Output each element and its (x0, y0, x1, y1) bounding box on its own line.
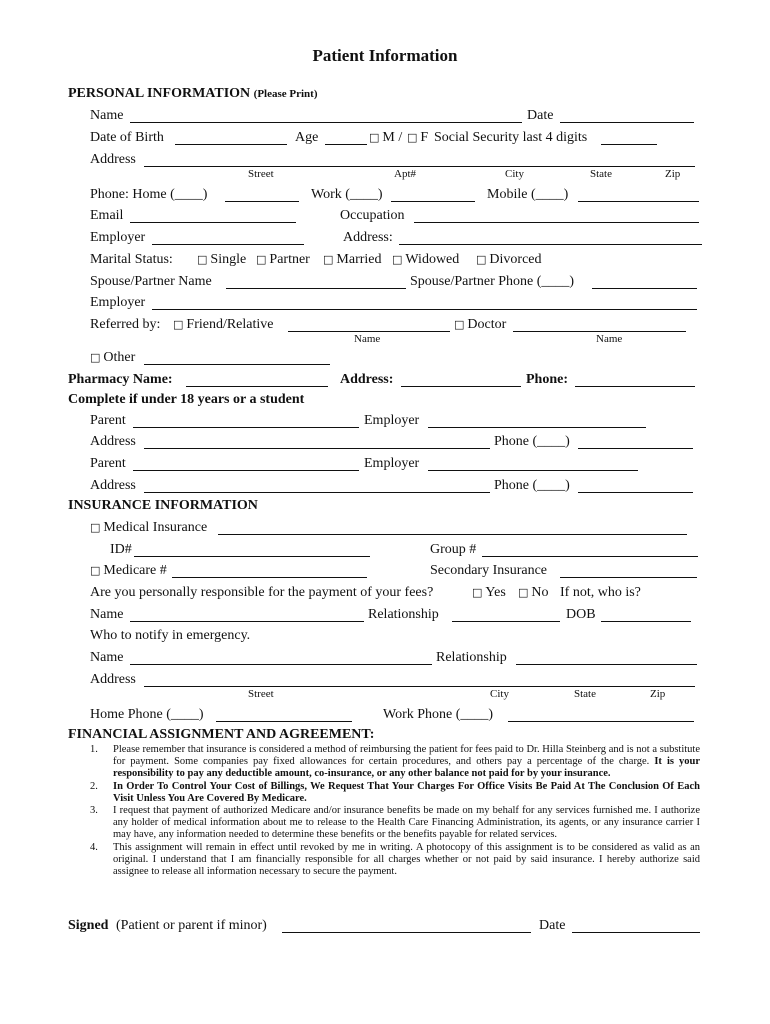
id-label: ID# (110, 542, 132, 557)
checkbox-icon: □ (197, 253, 208, 266)
referred-other-field[interactable] (144, 350, 330, 365)
emergency-relationship-label: Relationship (436, 650, 507, 665)
email-field[interactable] (130, 208, 296, 223)
occupation-field[interactable] (414, 208, 699, 223)
referred-other-option[interactable]: □ Other (90, 350, 136, 365)
spouse-employer-field[interactable] (152, 295, 697, 310)
responsible-no-option[interactable]: □ No (518, 585, 549, 600)
date-label: Date (527, 108, 554, 123)
responsible-question: Are you personally responsible for the payment of your fees? (90, 585, 434, 600)
responsible-name-field[interactable] (130, 607, 364, 622)
age-field[interactable] (325, 130, 367, 145)
spouse-name-field[interactable] (226, 274, 406, 289)
parent2-address-label: Address (90, 478, 136, 493)
parent2-employer-label: Employer (364, 456, 420, 471)
signature-field[interactable] (282, 918, 531, 933)
parent2-label: Parent (90, 456, 126, 471)
emergency-address-label: Address (90, 672, 136, 687)
checkbox-icon: □ (173, 318, 184, 331)
checkbox-icon: □ (256, 253, 267, 266)
signature-date-field[interactable] (572, 918, 700, 933)
emergency-work-phone-field[interactable] (508, 707, 694, 722)
mobile-field[interactable] (578, 187, 699, 202)
pharmacy-name-field[interactable] (186, 372, 328, 387)
parent-label: Parent (90, 413, 126, 428)
emergency-sub-street: Street (248, 688, 274, 700)
checkbox-icon: □ (90, 564, 101, 577)
name-field[interactable] (130, 108, 522, 123)
pharmacy-name-label: Pharmacy Name: (68, 372, 173, 387)
responsible-yes-option[interactable]: □ Yes (472, 585, 506, 600)
parent2-phone-field[interactable] (578, 478, 693, 493)
parent2-employer-field[interactable] (428, 456, 638, 471)
emergency-sub-state: State (574, 688, 596, 700)
checkbox-icon: □ (454, 318, 465, 331)
parent-field[interactable] (133, 413, 359, 428)
insurance-heading: INSURANCE INFORMATION (68, 498, 258, 513)
referred-friend-option[interactable]: □ Friend/Relative (173, 317, 274, 332)
name-label: Name (90, 108, 124, 123)
parent2-field[interactable] (133, 456, 359, 471)
parent-employer-label: Employer (364, 413, 420, 428)
email-label: Email (90, 208, 124, 223)
marital-divorced-option[interactable]: □ Divorced (476, 252, 542, 267)
pharmacy-phone-field[interactable] (575, 372, 695, 387)
employer-label: Employer (90, 230, 146, 245)
financial-term-item: 3. I request that payment of authorized Medicare and/or insurance benefits be made on my behalf for any services furnished me. I authorize any holder of medical information about me to release to the Health Care Financing Administration, its agents, or any insurance carrier I may have, any information needed to determine these benefits or the benefits payable for related services. (90, 805, 700, 841)
financial-term-item: 1. Please remember that insurance is considered a method of reimbursing the patient for fees paid to Dr. Hilla Steinberg and is not a substitute for payment. Some companies pay fixed allowances for certain procedures, and others pay a percentage of the charge. It is your responsibility to pay any deductible amount, co-insurance, or any other balance not paid for by your insurance. (90, 744, 700, 780)
parent2-address-field[interactable] (144, 478, 490, 493)
employer-address-label: Address: (343, 230, 393, 245)
secondary-insurance-label: Secondary Insurance (430, 563, 548, 578)
parent-address-field[interactable] (144, 434, 490, 449)
signed-note: (Patient or parent if minor) (116, 918, 267, 933)
financial-term-item: 4. This assignment will remain in effect until revoked by me in writing. A photocopy of this assignment is to be considered as valid as an original. I understand that I am financially responsible for all charges whether or not paid by said insurance. I hereby authorize said assignee to release all information necessary to secure the payment. (90, 841, 700, 878)
medical-insurance-field[interactable] (218, 520, 687, 535)
signed-label: Signed (68, 918, 109, 933)
medical-insurance-option[interactable]: □ Medical Insurance (90, 520, 208, 535)
referred-doctor-name-field[interactable] (513, 317, 686, 332)
responsible-relationship-label: Relationship (368, 607, 439, 622)
responsible-relationship-field[interactable] (452, 607, 560, 622)
personal-info-heading: PERSONAL INFORMATION (Please Print) (68, 86, 318, 101)
parent-employer-field[interactable] (428, 413, 646, 428)
checkbox-icon: □ (90, 521, 101, 534)
financial-term-item: 2. In Order To Control Your Cost of Billings, We Request That Your Charges For Office Visits Be Paid At The Conclusion Of Each Visit Unless You Are Covered By Medicare. (90, 780, 700, 804)
emergency-sub-zip: Zip (650, 688, 666, 700)
home-phone-field[interactable] (225, 187, 299, 202)
parent2-phone-label: Phone (____) (494, 478, 570, 493)
emergency-home-phone-field[interactable] (216, 707, 352, 722)
address-sub-zip: Zip (665, 168, 681, 180)
responsible-dob-label: DOB (566, 607, 596, 622)
marital-married-option[interactable]: □ Married (323, 252, 382, 267)
signature-date-label: Date (539, 918, 566, 933)
address-label: Address (90, 152, 136, 167)
minor-heading: Complete if under 18 years or a student (68, 392, 305, 407)
employer-field[interactable] (152, 230, 304, 245)
ssn-label: Social Security last 4 digits (434, 130, 588, 145)
occupation-label: Occupation (340, 208, 405, 223)
emergency-work-phone-label: Work Phone (____) (383, 707, 494, 722)
address-sub-state: State (590, 168, 612, 180)
secondary-insurance-field[interactable] (560, 563, 697, 578)
address-field[interactable] (144, 152, 695, 167)
date-field[interactable] (560, 108, 694, 123)
dob-label: Date of Birth (90, 130, 164, 145)
financial-terms-list (90, 744, 700, 878)
checkbox-icon: □ (369, 131, 380, 144)
emergency-sub-city: City (490, 688, 509, 700)
sex-male-option[interactable]: □ M / (369, 130, 403, 145)
medicare-field[interactable] (172, 563, 367, 578)
page-title: Patient Information (312, 46, 458, 65)
emergency-home-phone-label: Home Phone (____) (90, 707, 204, 722)
id-field[interactable] (134, 542, 370, 557)
age-label: Age (295, 130, 319, 145)
checkbox-icon: □ (323, 253, 334, 266)
referred-sub-name-2: Name (596, 333, 623, 345)
address-sub-street: Street (248, 168, 274, 180)
work-phone-field[interactable] (391, 187, 475, 202)
emergency-notify-label: Who to notify in emergency. (90, 628, 251, 643)
spouse-phone-field[interactable] (592, 274, 697, 289)
marital-single-option[interactable]: □ Single (197, 252, 247, 267)
address-sub-city: City (505, 168, 524, 180)
checkbox-icon: □ (476, 253, 487, 266)
please-print-note: (Please Print) (253, 88, 318, 100)
sex-female-option[interactable]: □ F (407, 130, 429, 145)
responsible-name-label: Name (90, 607, 124, 622)
spouse-phone-label: Spouse/Partner Phone (____) (410, 274, 575, 289)
checkbox-icon: □ (518, 586, 529, 599)
checkbox-icon: □ (472, 586, 483, 599)
responsible-dob-field[interactable] (601, 607, 691, 622)
parent-phone-label: Phone (____) (494, 434, 570, 449)
emergency-address-field[interactable] (144, 672, 695, 687)
referred-doctor-option[interactable]: □ Doctor (454, 317, 507, 332)
address-sub-apt: Apt# (394, 168, 416, 180)
pharmacy-address-label: Address: (340, 372, 394, 387)
financial-heading: FINANCIAL ASSIGNMENT AND AGREEMENT: (68, 727, 375, 742)
parent-phone-field[interactable] (578, 434, 693, 449)
if-not-who-label: If not, who is? (560, 585, 641, 600)
ssn-field[interactable] (601, 130, 657, 145)
spouse-name-label: Spouse/Partner Name (90, 274, 212, 289)
pharmacy-address-field[interactable] (401, 372, 521, 387)
group-field[interactable] (482, 542, 698, 557)
referred-sub-name-1: Name (354, 333, 381, 345)
group-label: Group # (430, 542, 477, 557)
emergency-relationship-field[interactable] (516, 650, 697, 665)
emergency-name-label: Name (90, 650, 124, 665)
marital-widowed-option[interactable]: □ Widowed (392, 252, 460, 267)
checkbox-icon: □ (407, 131, 418, 144)
employer-address-field[interactable] (399, 230, 702, 245)
referred-by-label: Referred by: (90, 317, 161, 332)
pharmacy-phone-label: Phone: (526, 372, 568, 387)
referred-friend-name-field[interactable] (288, 317, 450, 332)
dob-field[interactable] (175, 130, 287, 145)
medicare-option[interactable]: □ Medicare # (90, 563, 167, 578)
work-phone-label: Work (____) (311, 187, 383, 202)
mobile-label: Mobile (____) (487, 187, 569, 202)
checkbox-icon: □ (392, 253, 403, 266)
marital-partner-option[interactable]: □ Partner (256, 252, 310, 267)
home-phone-label: Phone: Home (____) (90, 187, 208, 202)
emergency-name-field[interactable] (130, 650, 432, 665)
spouse-employer-label: Employer (90, 295, 146, 310)
parent-address-label: Address (90, 434, 136, 449)
checkbox-icon: □ (90, 351, 101, 364)
marital-status-label: Marital Status: (90, 252, 173, 267)
